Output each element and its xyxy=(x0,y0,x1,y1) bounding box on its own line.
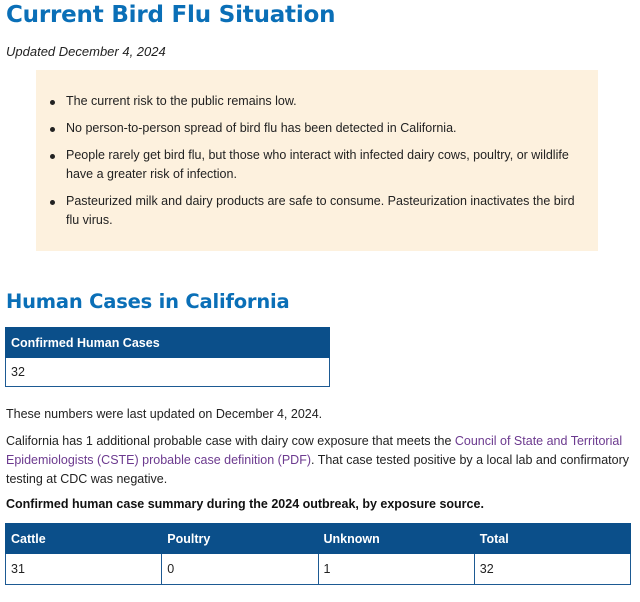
key-point-text: The current risk to the public remains low. xyxy=(66,94,297,108)
key-points-list xyxy=(66,92,586,238)
table-row xyxy=(6,554,631,585)
table-header-row xyxy=(6,524,631,554)
probable-case-paragraph xyxy=(6,432,631,489)
page-title: Current Bird Flu Situation xyxy=(6,2,336,28)
confirmed-cases-header: Confirmed Human Cases xyxy=(6,328,330,358)
key-point-text: Pasteurized milk and dairy products are safe to consume. Pasteurization inactivates the bird flu virus. xyxy=(66,194,575,227)
cell-unknown: 1 xyxy=(318,554,474,585)
bullet-icon xyxy=(50,154,55,159)
cell-cattle: 31 xyxy=(6,554,162,585)
bullet-icon xyxy=(50,200,55,205)
confirmed-cases-value: 32 xyxy=(6,358,330,387)
table-row xyxy=(6,358,330,387)
column-header-cattle: Cattle xyxy=(6,524,162,554)
key-point-text: No person-to-person spread of bird flu has been detected in California. xyxy=(66,121,457,135)
last-updated-note: These numbers were last updated on December 4, 2024. xyxy=(6,407,323,421)
cell-total: 32 xyxy=(474,554,630,585)
column-header-unknown: Unknown xyxy=(318,524,474,554)
cste-definition-link[interactable]: Council of State and Territorial Epidemiologists (CSTE) probable case definition (PDF) xyxy=(6,434,623,467)
exposure-source-table xyxy=(5,523,631,585)
confirmed-cases-table xyxy=(5,327,330,387)
key-point-text: People rarely get bird flu, but those who interact with infected dairy cows, poultry, or wildlife have a greater risk of infection. xyxy=(66,148,569,181)
probable-text-start: California has 1 additional probable case with dairy cow exposure that meets the xyxy=(6,434,455,448)
bullet-icon xyxy=(50,100,55,105)
bullet-icon xyxy=(50,127,55,132)
updated-date: Updated December 4, 2024 xyxy=(6,44,166,59)
column-header-poultry: Poultry xyxy=(162,524,318,554)
cell-poultry: 0 xyxy=(162,554,318,585)
exposure-summary-caption: Confirmed human case summary during the 2024 outbreak, by exposure source. xyxy=(6,497,484,511)
key-point-item xyxy=(66,192,586,230)
column-header-total: Total xyxy=(474,524,630,554)
key-point-item xyxy=(66,119,586,138)
key-points-callout xyxy=(36,70,598,251)
key-point-item xyxy=(66,92,586,111)
key-point-item xyxy=(66,146,586,184)
probable-text-end: . That case tested positive by a local lab and confirmatory testing at CDC was negative. xyxy=(6,453,629,486)
table-header-row xyxy=(6,328,330,358)
human-cases-heading: Human Cases in California xyxy=(6,290,290,313)
